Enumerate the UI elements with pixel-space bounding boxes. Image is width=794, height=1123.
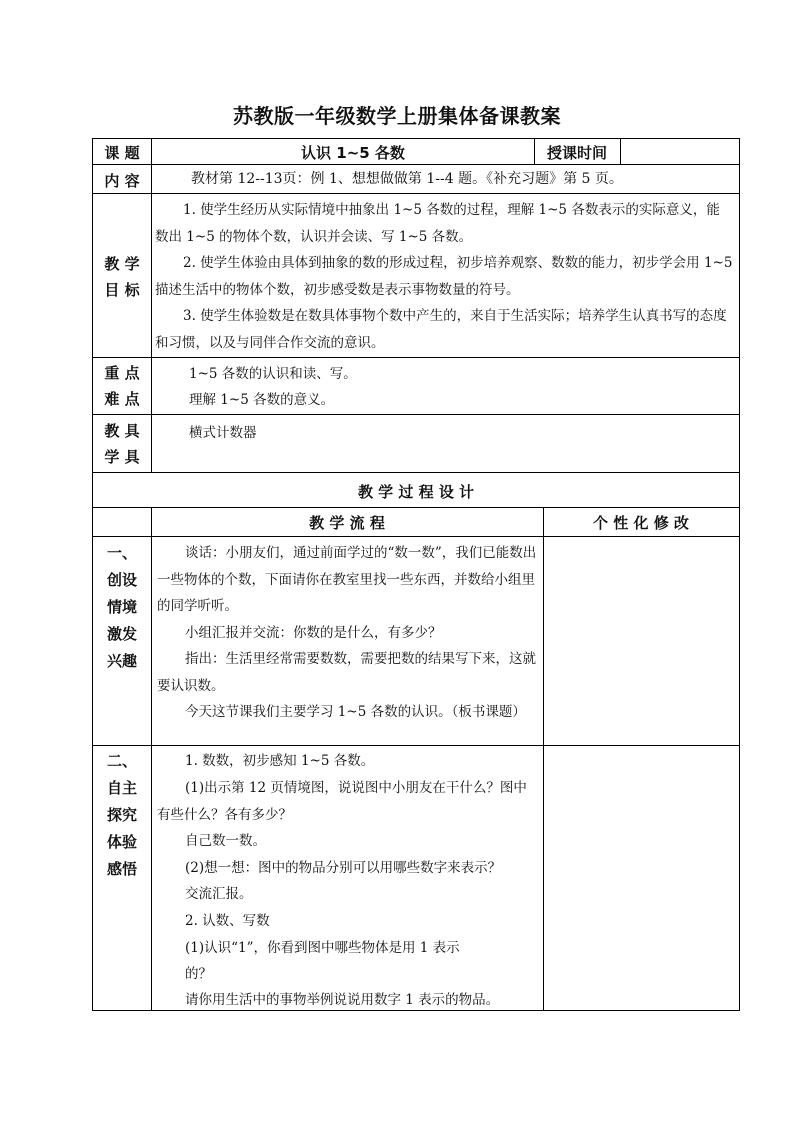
row-divider — [93, 472, 739, 473]
topic-label: 课 题 — [104, 144, 140, 162]
goals-label-line: 目 标 — [104, 281, 140, 299]
col-divider — [151, 507, 152, 1011]
step2-paragraph: 自己数一数。 — [185, 833, 266, 849]
row-divider — [93, 745, 739, 746]
tools-label — [93, 418, 151, 470]
tools-label-line: 学 具 — [104, 448, 140, 466]
step1-label — [94, 540, 150, 675]
col-divider — [543, 507, 544, 1011]
row-divider — [93, 357, 739, 358]
step2-paragraph: 1. 数数，初步感知 1~5 各数。 — [185, 753, 375, 769]
key-point: 1~5 各数的认识和读、写。 — [189, 366, 357, 382]
step1-label-line: 一、 — [106, 544, 137, 562]
step2-label-line: 感悟 — [106, 860, 137, 878]
row-divider — [93, 507, 739, 508]
goal-item: 2. 使学生体验由具体到抽象的数的形成过程，初步培养观察、数数的能力，初步学会用 1~5 描述生活中的物体个数，初步感受数是表示事物数量的符号。 — [155, 255, 733, 298]
step2-label-line: 探究 — [106, 806, 137, 824]
row-divider — [93, 193, 739, 194]
tools-value: 横式计数器 — [189, 425, 257, 441]
step2-paragraph: (1)出示第 12 页情境图，说说图中小朋友在干什么？图中有些什么？各有多少？ — [157, 780, 527, 823]
step2-label-line: 二、 — [106, 752, 137, 770]
step1-label-line: 创设 — [106, 571, 137, 589]
keypoints-label-line: 难 点 — [104, 390, 140, 408]
topic-value: 认识 1~5 各数 — [301, 144, 405, 162]
step1-paragraph: 指出：生活里经常需要数数，需要把数的结果写下来，这就要认识数。 — [157, 651, 536, 694]
step1-paragraph: 今天这节课我们主要学习 1~5 各数的认识。（板书课题） — [185, 704, 526, 720]
goals-label — [93, 251, 151, 303]
keypoints-label-line: 重 点 — [104, 364, 140, 382]
row-divider — [93, 164, 739, 165]
difficult-point: 理解 1~5 各数的意义。 — [189, 392, 335, 408]
step2-paragraph: (2)想一想：图中的物品分别可以用哪些数字来表示？ — [185, 860, 502, 876]
tools-label-line: 教 具 — [104, 422, 140, 440]
col-divider — [151, 139, 152, 472]
goals-label-line: 教 学 — [104, 255, 140, 273]
step2-paragraph: 的？ — [185, 966, 212, 982]
step1-label-line: 情境 — [106, 598, 137, 616]
col-header-personal: 个 性 化 修 改 — [593, 514, 689, 532]
goal-item: 3. 使学生体验数是在数具体事物个数中产生的，来自于生活实际；培养学生认真书写的态度和习惯，以及与同伴合作交流的意识。 — [155, 308, 727, 351]
step1-paragraph: 谈话：小朋友们，通过前面学过的“数一数”，我们已能数出一些物体的个数，下面请你在教室里找一些东西，并数给小组里的同学听听。 — [157, 545, 537, 614]
process-heading: 教 学 过 程 设 计 — [357, 483, 475, 501]
goal-item: 1. 使学生经历从实际情境中抽象出 1~5 各数的过程，理解 1~5 各数表示的实际意义，能数出 1~5 的物体个数，认识并会读、写 1~5 各数。 — [155, 202, 720, 245]
content-value: 教材第 12--13页：例 1、想想做做第 1--4 题。《补充习题》第 5 页。 — [191, 171, 623, 187]
keypoints-label — [93, 360, 151, 412]
content-label: 内 容 — [104, 172, 140, 190]
row-divider — [93, 536, 739, 537]
step2-paragraph: 交流汇报。 — [185, 886, 253, 902]
step2-paragraph: 请你用生活中的事物举例说说用数字 1 表示的物品。 — [185, 992, 500, 1008]
step1-label-line: 激发 — [106, 625, 137, 643]
step2-label-line: 体验 — [106, 833, 137, 851]
step2-label — [94, 748, 150, 883]
step2-paragraph: 2. 认数、写数 — [185, 913, 270, 929]
time-label: 授课时间 — [546, 144, 607, 162]
step2-paragraph: (1)认识“1”，你看到图中哪些物体是用 1 表示 — [185, 940, 460, 956]
lesson-plan-table — [92, 138, 740, 1011]
col-divider — [620, 139, 621, 164]
row-divider — [93, 414, 739, 415]
step2-label-line: 自主 — [106, 779, 137, 797]
col-header-flow: 教 学 流 程 — [309, 514, 385, 532]
page-title: 苏教版一年级数学上册集体备课教案 — [233, 104, 561, 128]
step1-label-line: 兴趣 — [106, 652, 137, 670]
step1-paragraph: 小组汇报并交流：你数的是什么，有多少？ — [185, 625, 442, 641]
